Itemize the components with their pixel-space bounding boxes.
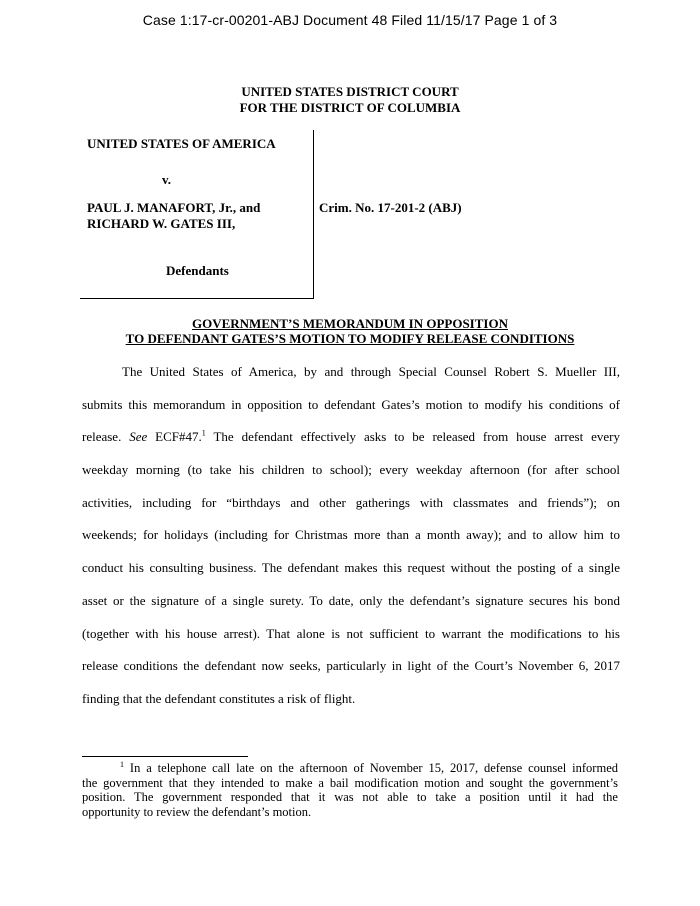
body-text-run: ECF#47. bbox=[147, 429, 202, 445]
ecf-header-stamp: Case 1:17-cr-00201-ABJ Document 48 Filed 11/15/17 Page 1 of 3 bbox=[142, 12, 558, 28]
footnote-reference[interactable]: 1 bbox=[201, 429, 206, 439]
body-line: The United States of America, by and through Special Counsel Robert S. Mueller III, bbox=[122, 364, 620, 379]
body-line: release conditions the defendant now seeks, particularly in light of the Court’s November 6, 2017 bbox=[82, 658, 620, 674]
caption-vertical-rule bbox=[313, 130, 314, 299]
body-text-run: The defendant effectively asks to be released from house arrest every bbox=[205, 429, 620, 445]
body-line: weekends; for holidays (including for Christmas more than a month away); and to allow him to bbox=[82, 527, 620, 543]
caption-defendants-label: Defendants bbox=[166, 263, 229, 278]
body-line: conduct his consulting business. The defendant makes this request without the posting of a single bbox=[82, 560, 620, 576]
footnote-line: opportunity to review the defendant’s motion. bbox=[82, 804, 312, 819]
court-name-line2: FOR THE DISTRICT OF COLUMBIA bbox=[239, 100, 461, 115]
body-line: asset or the signature of a single surety. To date, only the defendant’s signature secures his bond bbox=[82, 592, 620, 608]
memorandum-body bbox=[82, 358, 620, 718]
court-name-line1: UNITED STATES DISTRICT COURT bbox=[241, 84, 459, 99]
case-number: Crim. No. 17-201-2 (ABJ) bbox=[319, 200, 462, 215]
caption-horizontal-rule bbox=[80, 298, 314, 299]
body-line: weekday morning (to take his children to school); every weekday afternoon (for after school bbox=[82, 462, 620, 478]
caption-versus: v. bbox=[162, 172, 172, 187]
body-line: activities, including for “birthdays and other gatherings with classmates and friends”); on bbox=[82, 494, 620, 510]
body-line: finding that the defendant constitutes a risk of flight. bbox=[82, 690, 356, 706]
footnote-line: position. The government responded that it was not able to take a position until it had the bbox=[82, 790, 618, 804]
footnote-text-run: In a telephone call late on the afternoon of November 15, 2017, defense counsel informed bbox=[124, 761, 618, 775]
document-title-line1: GOVERNMENT’S MEMORANDUM IN OPPOSITION bbox=[192, 316, 508, 331]
document-title-line2: TO DEFENDANT GATES’S MOTION TO MODIFY RELEASE CONDITIONS bbox=[125, 331, 575, 346]
caption-defendant-2: RICHARD W. GATES III, bbox=[87, 216, 236, 231]
body-line: (together with his house arrest). That alone is not sufficient to warrant the modifications to his bbox=[82, 625, 620, 641]
footnote-number: 1 bbox=[120, 759, 124, 769]
caption-defendant-1: PAUL J. MANAFORT, Jr., and bbox=[87, 200, 261, 215]
citation-signal: See bbox=[129, 429, 148, 445]
footnote bbox=[82, 761, 618, 819]
footnote-separator bbox=[82, 756, 248, 757]
body-line bbox=[82, 423, 620, 456]
footnote-line bbox=[82, 761, 618, 776]
caption-plaintiff: UNITED STATES OF AMERICA bbox=[87, 136, 276, 151]
body-text-run: release. bbox=[82, 429, 130, 445]
footnote-line: the government that they intended to make a bail modification motion and sought the government’s bbox=[82, 775, 618, 790]
body-line: submits this memorandum in opposition to defendant Gates’s motion to modify his conditions of bbox=[82, 396, 620, 412]
